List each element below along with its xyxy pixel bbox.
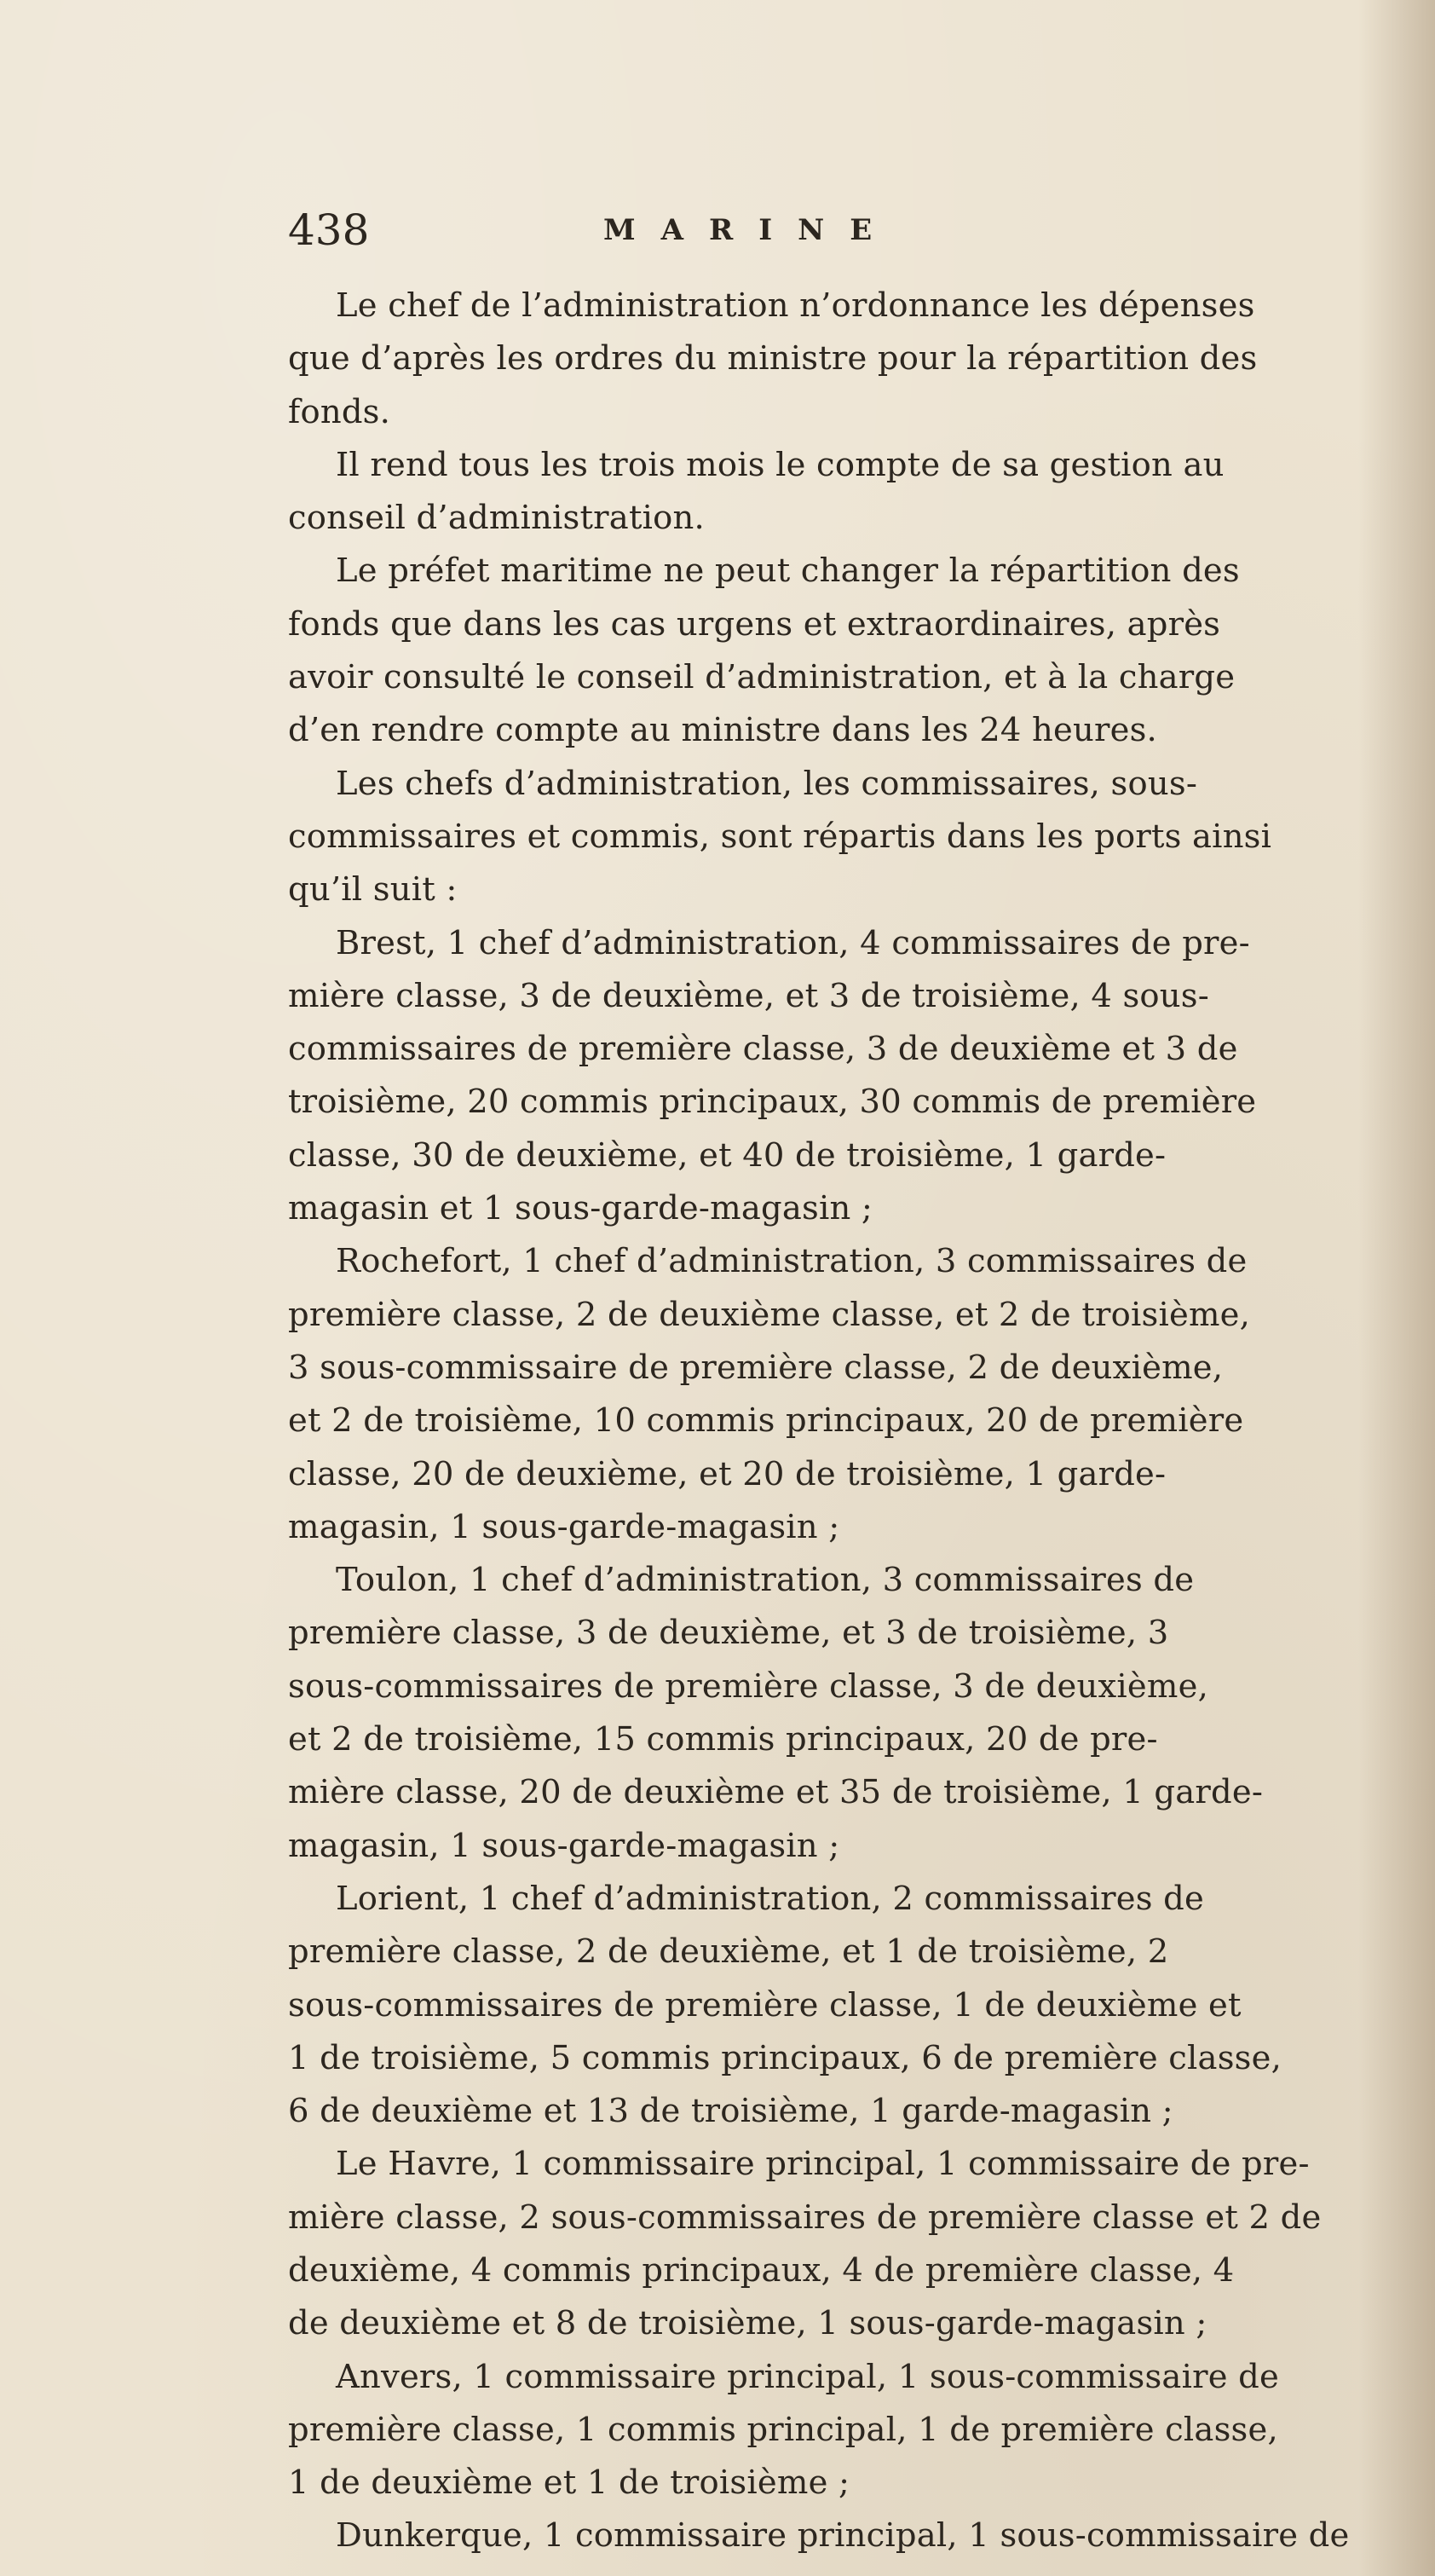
text-line: Dunkerque, 1 commissaire principal, 1 sous-commissaire de [336,2516,1350,2556]
text-line: et 2 de troisième, 10 commis principaux, 20 de première [288,1401,1244,1441]
text-line: Toulon, 1 chef d’administration, 3 commissaires de [336,1561,1195,1600]
page-text [288,205,1435,2563]
text-line: Le préfet maritime ne peut changer la répartition des [336,552,1240,591]
text-line: magasin, 1 sous-garde-magasin ; [288,1826,840,1865]
text-line: fonds. [288,392,391,431]
text-line: classe, 20 de deuxième, et 20 de troisième, 1 garde- [288,1454,1167,1493]
running-head: MARINE [603,213,898,247]
text-line: que d’après les ordres du ministre pour la répartition des [288,339,1258,378]
page-header [288,205,1435,256]
page-number: 438 [288,205,370,255]
text-line: conseil d’administration. [288,499,705,538]
text-line: d’en rendre compte au ministre dans les 24 heures. [288,711,1157,750]
text-line: sous-commissaires de première classe, 3 de deuxième, [288,1666,1209,1706]
text-line: mière classe, 2 sous-commissaires de première classe et 2 de [288,2198,1322,2237]
text-line: Rochefort, 1 chef d’administration, 3 commissaires de [336,1242,1248,1281]
text-line: 6 de deuxième et 13 de troisième, 1 garde-magasin ; [288,2092,1173,2131]
text-line: Le chef de l’administration n’ordonnance les dépenses [336,286,1255,325]
text-line: commissaires de première classe, 3 de deuxième et 3 de [288,1030,1238,1069]
text-line: et 2 de troisième, 15 commis principaux, 20 de pre- [288,1720,1158,1759]
text-line: Anvers, 1 commissaire principal, 1 sous-commissaire de [336,2357,1279,2396]
text-line: qu’il suit : [288,870,458,910]
text-line: 1 de troisième, 5 commis principaux, 6 de première classe, [288,2038,1282,2077]
text-line: magasin, 1 sous-garde-magasin ; [288,1507,840,1546]
body-text [288,280,1435,2563]
text-line: avoir consulté le conseil d’administration, et à la charge [288,658,1236,697]
text-line: mière classe, 20 de deuxième et 35 de troisième, 1 garde- [288,1773,1264,1812]
text-line: Lorient, 1 chef d’administration, 2 commissaires de [336,1879,1204,1918]
text-line: sous-commissaires de première classe, 1 de deuxième et [288,1985,1242,2024]
text-line: de deuxième et 8 de troisième, 1 sous-garde-magasin ; [288,2304,1207,2343]
text-line: fonds que dans les cas urgens et extraordinaires, après [288,604,1221,644]
text-line: Il rend tous les trois mois le compte de sa gestion au [336,445,1225,484]
text-line: première classe, 2 de deuxième classe, et 2 de troisième, [288,1295,1251,1334]
text-line: deuxième, 4 commis principaux, 4 de première classe, 4 [288,2250,1235,2290]
text-line: mière classe, 3 de deuxième, et 3 de troisième, 4 sous- [288,976,1209,1015]
text-line: 1 de deuxième et 1 de troisième ; [288,2463,850,2503]
text-line: troisième, 20 commis principaux, 30 commis de première [288,1083,1257,1122]
text-line: Les chefs d’administration, les commissaires, sous- [336,764,1198,803]
text-line: première classe, 2 de deuxième, et 1 de troisième, 2 [288,1932,1169,1972]
text-line: Brest, 1 chef d’administration, 4 commissaires de pre- [336,923,1250,962]
text-line: première classe, 1 commis principal, 1 de première classe, [288,2410,1278,2449]
text-line: Le Havre, 1 commissaire principal, 1 commissaire de pre- [336,2145,1310,2184]
text-line: classe, 30 de deuxième, et 40 de troisième, 1 garde- [288,1135,1167,1175]
text-line: magasin et 1 sous-garde-magasin ; [288,1189,873,1228]
text-line: 3 sous-commissaire de première classe, 2 de deuxième, [288,1348,1224,1387]
text-line: commissaires et commis, sont répartis dans les ports ainsi [288,817,1272,856]
text-line: première classe, 3 de deuxième, et 3 de troisième, 3 [288,1614,1169,1653]
